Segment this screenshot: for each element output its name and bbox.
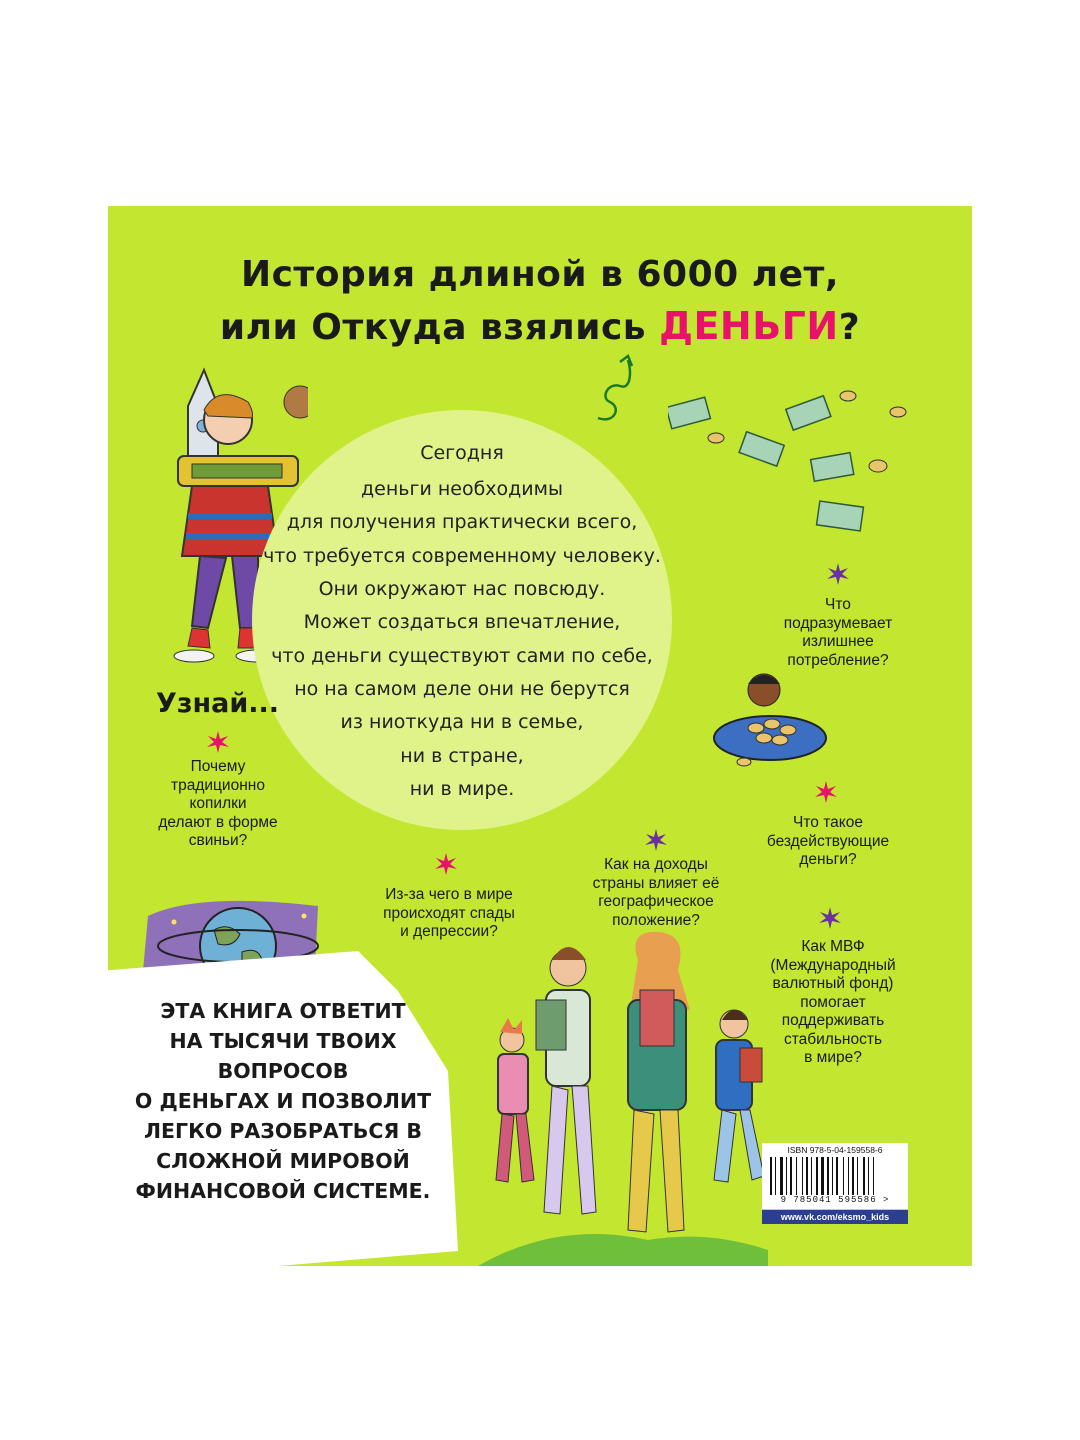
red-star-icon <box>206 730 230 754</box>
vk-link[interactable]: www.vk.com/eksmo_kids <box>762 1210 908 1224</box>
bottom-promo-text: ЭТА КНИГА ОТВЕТИТ НА ТЫСЯЧИ ТВОИХ ВОПРОСОВ О ДЕНЬГАХ И ПОЗВОЛИТ ЛЕГКО РАЗОБРАТЬСЯ В СЛОЖНОЙ МИРОВОЙ ФИНАНСОВОЙ СИСТЕМЕ. <box>134 999 432 1203</box>
purple-star-icon <box>818 906 842 930</box>
center-text-line: Может создаться впечатление, <box>303 611 621 633</box>
red-star-icon <box>434 852 458 876</box>
purple-star-icon <box>644 828 668 852</box>
barcode-number: 9 785041 595586 > <box>780 1195 890 1205</box>
family-walking-illustration <box>478 930 768 1266</box>
question-crisis: Из-за чего в мире происходят спады и депрессии? <box>383 886 515 940</box>
center-text-line: что деньги существуют сами по себе, <box>271 645 653 667</box>
question-idle-money: Что такое бездействующие деньги? <box>766 814 890 868</box>
squiggle-arrow-icon <box>592 352 642 428</box>
question-piggy-bank: Почему традиционно копилки делают в форме свиньи? <box>158 758 278 849</box>
barcode-icon <box>770 1157 900 1195</box>
question-consumption: Что подразумевает излишнее потребление? <box>783 596 893 669</box>
headline-prefix: или Откуда взялись <box>219 307 660 348</box>
red-star-icon <box>814 780 838 804</box>
center-text-line: для получения практически всего, <box>286 511 638 533</box>
person-in-coins-illustration <box>710 666 830 776</box>
headline-accent-word: ДЕНЬГИ <box>659 304 839 348</box>
book-back-cover <box>108 206 972 1266</box>
center-text-line: Они окружают нас повсюду. <box>318 578 606 600</box>
center-text-line: но на самом деле они не берутся <box>294 678 630 700</box>
center-text-line: что требуется современному человеку. <box>263 545 661 567</box>
question-imf: Как МВФ (Международный валютный фонд) помогает поддерживать стабильность в мире? <box>770 938 896 1066</box>
learn-label: Узнай... <box>156 688 280 719</box>
purple-star-icon <box>826 562 850 586</box>
headline-line-2 <box>108 304 972 348</box>
headline-line-1: История длиной в 6000 лет, <box>240 254 840 295</box>
center-text-line: деньги необходимы <box>361 478 563 500</box>
question-geography: Как на доходы страны влияет её географическое положение? <box>592 856 720 929</box>
center-text-line: ни в стране, <box>400 745 524 767</box>
headline-suffix: ? <box>838 307 861 348</box>
isbn-text: ISBN 978-5-04-159558-6 <box>787 1145 883 1155</box>
barcode-box <box>762 1143 908 1209</box>
center-text-line: Сегодня <box>420 442 504 464</box>
center-text-line: ни в мире. <box>409 778 515 800</box>
center-text-line: из ниоткуда ни в семье, <box>340 711 584 733</box>
